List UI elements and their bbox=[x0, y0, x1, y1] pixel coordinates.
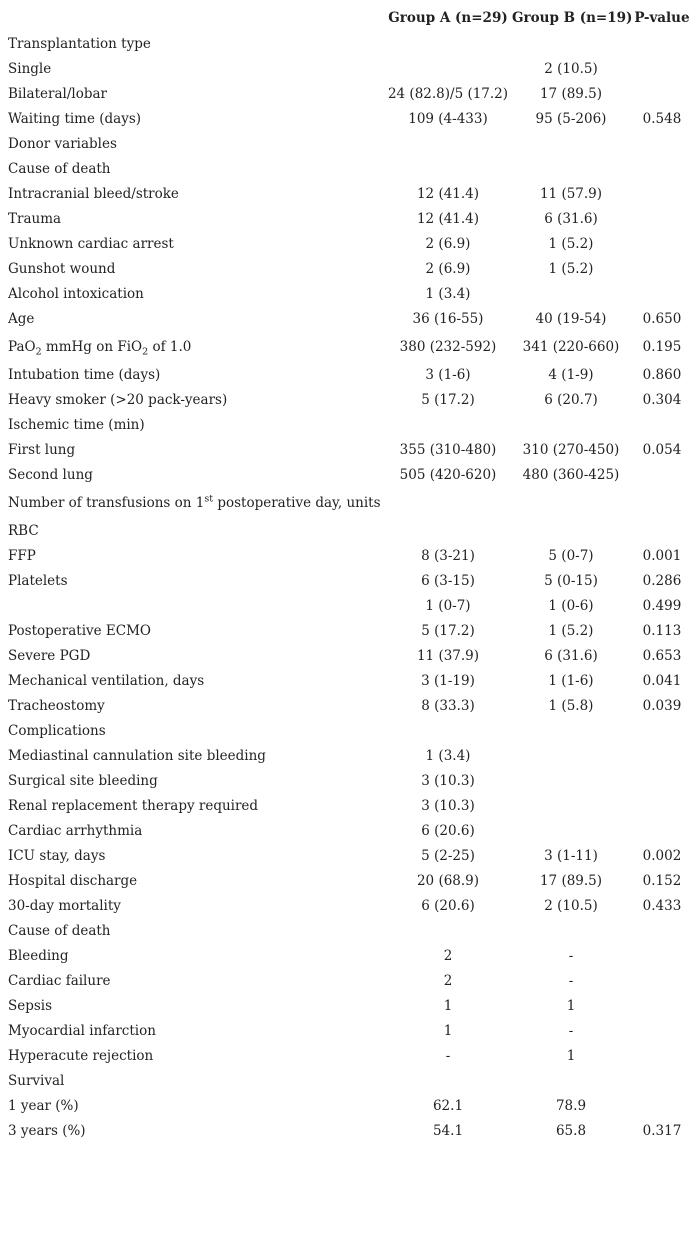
row-label: Tracheostomy bbox=[8, 698, 105, 714]
row-label: Trauma bbox=[8, 211, 62, 227]
table-row bbox=[0, 257, 698, 282]
group-b-value: 1 (5.2) bbox=[548, 623, 594, 639]
label-text: mmHg on FiO bbox=[41, 339, 143, 355]
row-label: Renal replacement therapy required bbox=[8, 798, 259, 814]
group-b-value: 2 (10.5) bbox=[544, 898, 598, 914]
row-label: 1 year (%) bbox=[8, 1098, 79, 1114]
table-row bbox=[0, 182, 698, 207]
group-a-value: 2 bbox=[443, 973, 453, 989]
group-b-value: 3 (1-11) bbox=[544, 848, 598, 864]
label-subscript: 2 bbox=[35, 346, 42, 358]
row-label: Myocardial infarction bbox=[8, 1023, 156, 1039]
group-a-value: 20 (68.9) bbox=[416, 873, 480, 889]
table-row bbox=[0, 569, 698, 594]
group-a-value: 2 (6.9) bbox=[425, 261, 471, 277]
group-b-value: 6 (31.6) bbox=[544, 211, 598, 227]
group-b-value: 341 (220-660) bbox=[522, 339, 620, 355]
table-row bbox=[0, 307, 698, 332]
group-a-value: 1 (3.4) bbox=[425, 748, 471, 764]
table-row bbox=[0, 1094, 698, 1119]
row-label: Ischemic time (min) bbox=[8, 417, 145, 433]
row-label: Postoperative ECMO bbox=[8, 623, 152, 639]
group-a-value: 5 (17.2) bbox=[421, 392, 475, 408]
row-label: Donor variables bbox=[8, 136, 117, 152]
group-b-value: 6 (31.6) bbox=[544, 648, 598, 664]
table-row bbox=[0, 413, 698, 438]
group-b-value: 6 (20.7) bbox=[544, 392, 598, 408]
table-row bbox=[0, 32, 698, 57]
table-row bbox=[0, 82, 698, 107]
group-b-value: 11 (57.9) bbox=[539, 186, 603, 202]
group-a-value: 5 (2-25) bbox=[421, 848, 475, 864]
group-b-value: 1 (1-6) bbox=[548, 673, 594, 689]
row-label: Cause of death bbox=[8, 923, 111, 939]
row-label bbox=[8, 488, 381, 519]
row-label: Severe PGD bbox=[8, 648, 91, 664]
table-row bbox=[0, 869, 698, 894]
group-b-value: 1 (5.2) bbox=[548, 236, 594, 252]
group-b-value: 5 (0-15) bbox=[544, 573, 598, 589]
row-label: Mechanical ventilation, days bbox=[8, 673, 205, 689]
table-row bbox=[0, 719, 698, 744]
p-value: 0.001 bbox=[642, 548, 682, 564]
row-label: Mediastinal cannulation site bleeding bbox=[8, 748, 266, 764]
table-row bbox=[0, 969, 698, 994]
table-row bbox=[0, 388, 698, 413]
group-a-value: 62.1 bbox=[432, 1098, 464, 1114]
group-a-value: 3 (1-6) bbox=[425, 367, 471, 383]
table-row bbox=[0, 57, 698, 82]
table-row bbox=[0, 157, 698, 182]
table-row bbox=[0, 1119, 698, 1144]
group-a-value: 1 (3.4) bbox=[425, 286, 471, 302]
row-label: Platelets bbox=[8, 573, 68, 589]
row-label: Second lung bbox=[8, 467, 93, 483]
p-value: 0.041 bbox=[642, 673, 682, 689]
group-a-value: 380 (232-592) bbox=[399, 339, 497, 355]
row-label: Waiting time (days) bbox=[8, 111, 142, 127]
table-row bbox=[0, 744, 698, 769]
table-row bbox=[0, 207, 698, 232]
row-label: Survival bbox=[8, 1073, 65, 1089]
group-b-value: 65.8 bbox=[555, 1123, 587, 1139]
table-row bbox=[0, 438, 698, 463]
row-label: Heavy smoker (>20 pack-years) bbox=[8, 392, 228, 408]
group-a-value: 355 (310-480) bbox=[399, 442, 497, 458]
row-label: ICU stay, days bbox=[8, 848, 106, 864]
group-a-value: 8 (33.3) bbox=[421, 698, 475, 714]
table-row bbox=[0, 463, 698, 488]
group-b-value: 40 (19-54) bbox=[535, 311, 607, 327]
label-text: PaO bbox=[8, 339, 36, 355]
group-a-value: 5 (17.2) bbox=[421, 623, 475, 639]
group-b-value: 310 (270-450) bbox=[522, 442, 620, 458]
group-b-value: - bbox=[568, 973, 574, 989]
group-b-value: - bbox=[568, 1023, 574, 1039]
p-value: 0.039 bbox=[642, 698, 682, 714]
group-b-value: 1 bbox=[566, 998, 576, 1014]
table-row bbox=[0, 644, 698, 669]
table-row bbox=[0, 994, 698, 1019]
group-a-value: 6 (20.6) bbox=[421, 823, 475, 839]
group-b-value: 1 bbox=[566, 1048, 576, 1064]
p-value: 0.653 bbox=[642, 648, 682, 664]
table-row bbox=[0, 619, 698, 644]
group-b-value: 1 (5.8) bbox=[548, 698, 594, 714]
row-label: Single bbox=[8, 61, 52, 77]
group-b-value: - bbox=[568, 948, 574, 964]
group-a-value: 1 bbox=[443, 1023, 453, 1039]
table-row bbox=[0, 669, 698, 694]
row-label: Cardiac failure bbox=[8, 973, 111, 989]
group-a-value: 505 (420-620) bbox=[399, 467, 497, 483]
group-a-value: 36 (16-55) bbox=[412, 311, 484, 327]
table-row bbox=[0, 282, 698, 307]
table-row bbox=[0, 519, 698, 544]
label-subscript: 2 bbox=[142, 346, 149, 358]
p-value: 0.152 bbox=[642, 873, 682, 889]
row-label bbox=[8, 332, 191, 363]
row-label: Transplantation type bbox=[8, 36, 151, 52]
row-label: Hospital discharge bbox=[8, 873, 138, 889]
label-text: postoperative day, units bbox=[213, 495, 381, 511]
p-value: 0.002 bbox=[642, 848, 682, 864]
table-row bbox=[0, 1069, 698, 1094]
group-a-value: 11 (37.9) bbox=[416, 648, 480, 664]
group-a-value: 54.1 bbox=[432, 1123, 464, 1139]
row-label: FFP bbox=[8, 548, 36, 564]
group-a-value: 1 bbox=[443, 998, 453, 1014]
group-a-value: 3 (1-19) bbox=[421, 673, 475, 689]
table-header-row bbox=[0, 4, 698, 32]
table-row bbox=[0, 1044, 698, 1069]
row-label: First lung bbox=[8, 442, 76, 458]
header-p-value: P-value bbox=[634, 10, 690, 26]
row-label: Cause of death bbox=[8, 161, 111, 177]
group-a-value: 24 (82.8)/5 (17.2) bbox=[387, 86, 509, 102]
group-b-value: 78.9 bbox=[555, 1098, 587, 1114]
group-b-value: 17 (89.5) bbox=[539, 86, 603, 102]
table-row bbox=[0, 332, 698, 363]
table-row bbox=[0, 232, 698, 257]
group-a-value: 1 (0-7) bbox=[425, 598, 471, 614]
table-row bbox=[0, 919, 698, 944]
group-a-value: 12 (41.4) bbox=[416, 186, 480, 202]
row-label: Age bbox=[8, 311, 35, 327]
table-row bbox=[0, 488, 698, 519]
table-row bbox=[0, 107, 698, 132]
header-group-a: Group A (n=29) bbox=[388, 10, 508, 26]
group-b-value: 1 (0-6) bbox=[548, 598, 594, 614]
group-a-value: 8 (3-21) bbox=[421, 548, 475, 564]
row-label: Sepsis bbox=[8, 998, 53, 1014]
data-table bbox=[0, 4, 698, 1144]
table-row bbox=[0, 819, 698, 844]
p-value: 0.317 bbox=[642, 1123, 682, 1139]
table-row bbox=[0, 132, 698, 157]
group-a-value: 2 (6.9) bbox=[425, 236, 471, 252]
p-value: 0.548 bbox=[642, 111, 682, 127]
table-row bbox=[0, 594, 698, 619]
label-text: of 1.0 bbox=[148, 339, 192, 355]
group-a-value: 3 (10.3) bbox=[421, 798, 475, 814]
group-b-value: 95 (5-206) bbox=[535, 111, 607, 127]
row-label: Bleeding bbox=[8, 948, 69, 964]
table-row bbox=[0, 544, 698, 569]
p-value: 0.499 bbox=[642, 598, 682, 614]
table-row bbox=[0, 1019, 698, 1044]
group-a-value: 12 (41.4) bbox=[416, 211, 480, 227]
row-label: Complications bbox=[8, 723, 106, 739]
row-label: 3 years (%) bbox=[8, 1123, 86, 1139]
table-row bbox=[0, 844, 698, 869]
row-label: Gunshot wound bbox=[8, 261, 116, 277]
p-value: 0.860 bbox=[642, 367, 682, 383]
group-b-value: 2 (10.5) bbox=[544, 61, 598, 77]
p-value: 0.650 bbox=[642, 311, 682, 327]
p-value: 0.304 bbox=[642, 392, 682, 408]
group-a-value: 3 (10.3) bbox=[421, 773, 475, 789]
row-label: Intubation time (days) bbox=[8, 367, 161, 383]
group-b-value: 4 (1-9) bbox=[548, 367, 594, 383]
group-a-value: - bbox=[445, 1048, 451, 1064]
row-label: Bilateral/lobar bbox=[8, 86, 107, 102]
table-row bbox=[0, 944, 698, 969]
row-label: Hyperacute rejection bbox=[8, 1048, 154, 1064]
table-row bbox=[0, 363, 698, 388]
group-b-value: 17 (89.5) bbox=[539, 873, 603, 889]
group-a-value: 6 (20.6) bbox=[421, 898, 475, 914]
group-b-value: 1 (5.2) bbox=[548, 261, 594, 277]
row-label: RBC bbox=[8, 523, 39, 539]
row-label: Cardiac arrhythmia bbox=[8, 823, 143, 839]
group-a-value: 2 bbox=[443, 948, 453, 964]
group-b-value: 5 (0-7) bbox=[548, 548, 594, 564]
row-label: Unknown cardiac arrest bbox=[8, 236, 174, 252]
row-label: Surgical site bleeding bbox=[8, 773, 158, 789]
table-row bbox=[0, 894, 698, 919]
row-label: 30-day mortality bbox=[8, 898, 121, 914]
row-label: Alcohol intoxication bbox=[8, 286, 144, 302]
label-superscript: st bbox=[204, 493, 214, 505]
p-value: 0.113 bbox=[642, 623, 682, 639]
label-text: Number of transfusions on 1 bbox=[8, 495, 205, 511]
group-a-value: 109 (4-433) bbox=[408, 111, 488, 127]
table-body bbox=[0, 32, 698, 1144]
p-value: 0.286 bbox=[642, 573, 682, 589]
p-value: 0.054 bbox=[642, 442, 682, 458]
table-row bbox=[0, 694, 698, 719]
table-row bbox=[0, 794, 698, 819]
header-group-b: Group B (n=19) bbox=[512, 10, 633, 26]
group-a-value: 6 (3-15) bbox=[421, 573, 475, 589]
table-row bbox=[0, 769, 698, 794]
p-value: 0.433 bbox=[642, 898, 682, 914]
p-value: 0.195 bbox=[642, 339, 682, 355]
group-b-value: 480 (360-425) bbox=[522, 467, 620, 483]
row-label: Intracranial bleed/stroke bbox=[8, 186, 179, 202]
